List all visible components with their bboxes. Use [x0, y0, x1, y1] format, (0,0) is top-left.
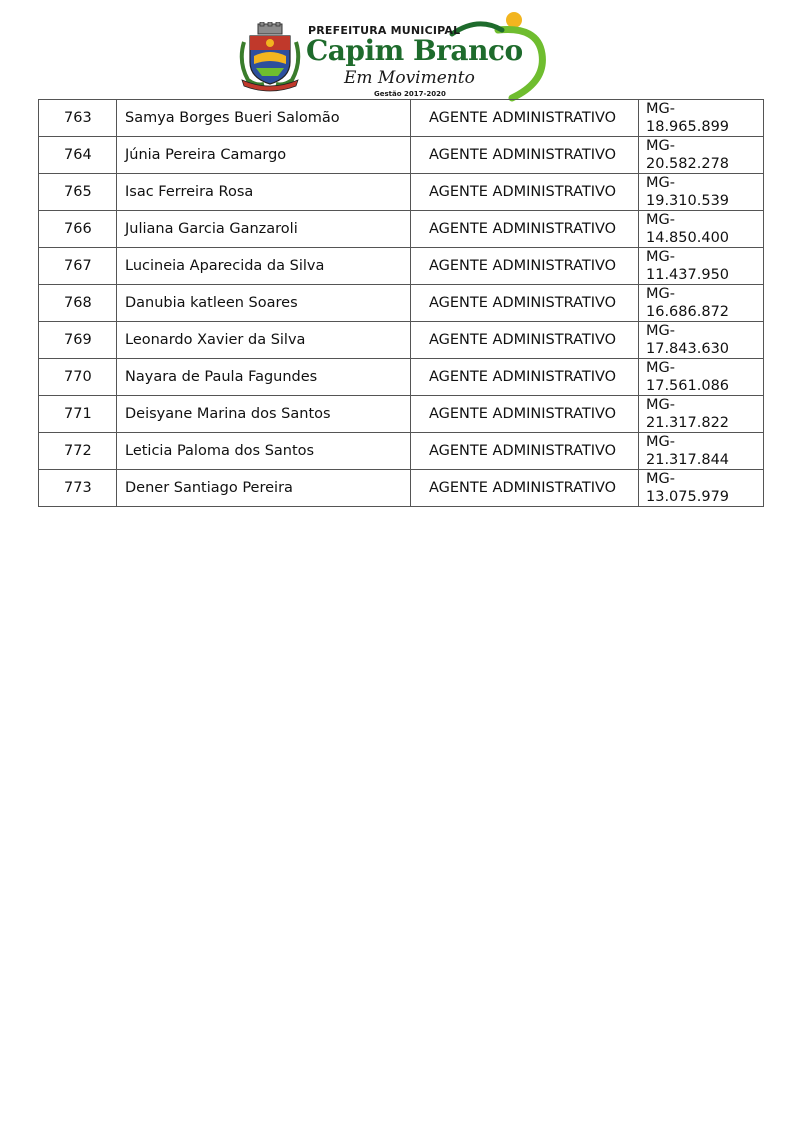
row-number: 763: [39, 100, 117, 137]
employee-rg: [639, 433, 764, 470]
table-row: [39, 174, 764, 211]
employee-rg: [639, 211, 764, 248]
municipal-crest-icon: [238, 22, 302, 92]
row-number: 766: [39, 211, 117, 248]
rg-prefix: MG-: [646, 286, 675, 302]
table-row: [39, 285, 764, 322]
employee-name: Samya Borges Bueri Salomão: [117, 100, 411, 137]
row-number: 769: [39, 322, 117, 359]
row-number: 767: [39, 248, 117, 285]
employee-rg: [639, 396, 764, 433]
rg-number: 21.317.822: [646, 415, 730, 431]
employee-name: Isac Ferreira Rosa: [117, 174, 411, 211]
table-row: [39, 322, 764, 359]
rg-number: 17.561.086: [646, 378, 730, 394]
rg-prefix: MG-: [646, 212, 675, 228]
employee-name: Lucineia Aparecida da Silva: [117, 248, 411, 285]
employee-role: AGENTE ADMINISTRATIVO: [411, 396, 639, 433]
table-row: [39, 211, 764, 248]
employee-role: AGENTE ADMINISTRATIVO: [411, 359, 639, 396]
table-row: [39, 359, 764, 396]
brand-tagline: Em Movimento: [344, 68, 475, 88]
rg-prefix: MG-: [646, 397, 675, 413]
row-number: 772: [39, 433, 117, 470]
rg-prefix: MG-: [646, 434, 675, 450]
row-number: 770: [39, 359, 117, 396]
employee-name: Dener Santiago Pereira: [117, 470, 411, 507]
employee-role: AGENTE ADMINISTRATIVO: [411, 322, 639, 359]
rg-number: 20.582.278: [646, 156, 730, 172]
row-number: 768: [39, 285, 117, 322]
employee-name: Leonardo Xavier da Silva: [117, 322, 411, 359]
row-number: 764: [39, 137, 117, 174]
page-header: [238, 8, 560, 102]
rg-prefix: MG-: [646, 360, 675, 376]
employee-role: AGENTE ADMINISTRATIVO: [411, 285, 639, 322]
row-number: 771: [39, 396, 117, 433]
rg-number: 17.843.630: [646, 341, 730, 357]
table-row: [39, 396, 764, 433]
rg-number: 13.075.979: [646, 489, 730, 505]
brand-city-name: Capim Branco: [306, 34, 523, 67]
employee-name: Leticia Paloma dos Santos: [117, 433, 411, 470]
table-row: [39, 433, 764, 470]
rg-prefix: MG-: [646, 175, 675, 191]
employee-role: AGENTE ADMINISTRATIVO: [411, 211, 639, 248]
rg-number: 19.310.539: [646, 193, 730, 209]
employee-name: Juliana Garcia Ganzaroli: [117, 211, 411, 248]
rg-number: 18.965.899: [646, 119, 730, 135]
employee-rg: [639, 137, 764, 174]
employee-role: AGENTE ADMINISTRATIVO: [411, 100, 639, 137]
brand-prefeitura: PREFEITURA MUNICIPAL: [308, 24, 461, 37]
table-row: [39, 248, 764, 285]
employee-role: AGENTE ADMINISTRATIVO: [411, 433, 639, 470]
employee-role: AGENTE ADMINISTRATIVO: [411, 470, 639, 507]
employee-role: AGENTE ADMINISTRATIVO: [411, 174, 639, 211]
employee-rg: [639, 100, 764, 137]
employee-rg: [639, 248, 764, 285]
rg-prefix: MG-: [646, 471, 675, 487]
row-number: 773: [39, 470, 117, 507]
row-number: 765: [39, 174, 117, 211]
employee-table: [38, 99, 764, 507]
rg-number: 21.317.844: [646, 452, 730, 468]
rg-prefix: MG-: [646, 101, 675, 117]
employee-role: AGENTE ADMINISTRATIVO: [411, 248, 639, 285]
employee-rg: [639, 470, 764, 507]
table-row: [39, 470, 764, 507]
employee-role: AGENTE ADMINISTRATIVO: [411, 137, 639, 174]
employee-name: Danubia katleen Soares: [117, 285, 411, 322]
employee-rg: [639, 322, 764, 359]
brand-gestao: Gestão 2017-2020: [374, 90, 446, 98]
employee-rg: [639, 174, 764, 211]
table-row: [39, 100, 764, 137]
employee-name: Nayara de Paula Fagundes: [117, 359, 411, 396]
rg-prefix: MG-: [646, 249, 675, 265]
rg-number: 11.437.950: [646, 267, 730, 283]
employee-rg: [639, 359, 764, 396]
employee-rg: [639, 285, 764, 322]
employee-name: Júnia Pereira Camargo: [117, 137, 411, 174]
rg-number: 14.850.400: [646, 230, 730, 246]
employee-name: Deisyane Marina dos Santos: [117, 396, 411, 433]
rg-number: 16.686.872: [646, 304, 730, 320]
rg-prefix: MG-: [646, 323, 675, 339]
table-row: [39, 137, 764, 174]
rg-prefix: MG-: [646, 138, 675, 154]
